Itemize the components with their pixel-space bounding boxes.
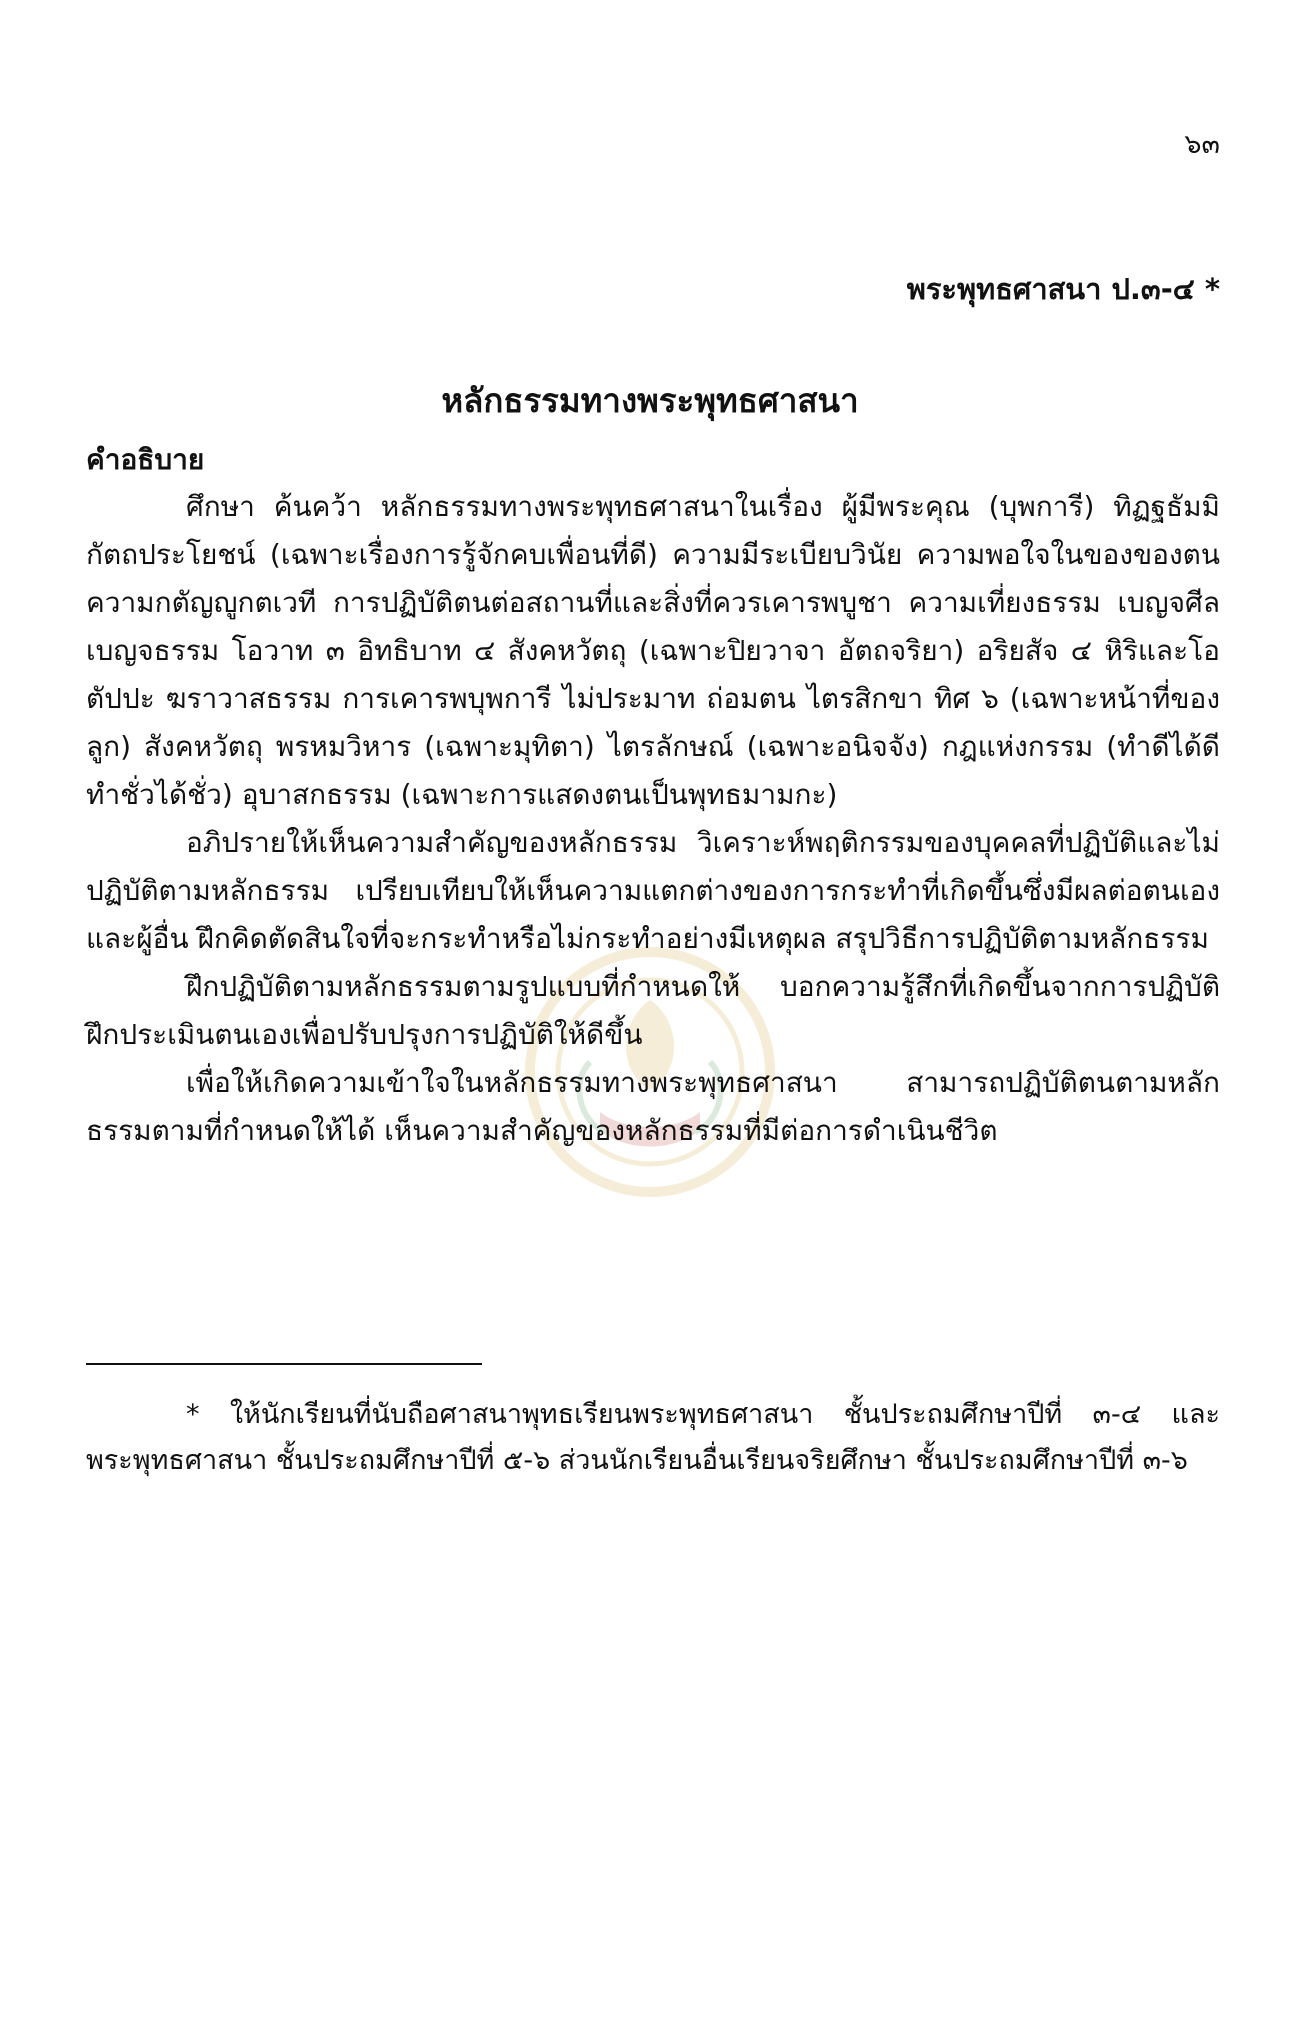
section-label: คำอธิบาย [86,443,205,476]
page-title: หลักธรรมทางพระพุทธศาสนา [441,381,859,420]
course-header: พระพุทธศาสนา ป.๓-๔ * [906,272,1220,306]
footnote-divider [86,1363,482,1365]
description-body [86,483,1220,1155]
page-number: ๖๓ [1184,129,1220,160]
paragraph: ฝึกปฏิบัติตามหลักธรรมตามรูปแบบที่กำหนดให้ บอกความรู้สึกที่เกิดขึ้นจากการปฏิบัติ ฝึกประเมินตนเองเพื่อปรับปรุงการปฏิบัติให้ดีขึ้น [86,970,1220,1051]
footnote: * ให้นักเรียนที่นับถือศาสนาพุทธเรียนพระพุทธศาสนา ชั้นประถมศึกษาปีที่ ๓-๔ และพระพุทธศาสนา ชั้นประถมศึกษาปีที่ ๕-๖ ส่วนนักเรียนอื่นเรียนจริยศึกษา ชั้นประถมศึกษาปีที่ ๓-๖ [86,1399,1220,1476]
paragraph: อภิปรายให้เห็นความสำคัญของหลักธรรม วิเคราะห์พฤติกรรมของบุคคลที่ปฏิบัติและไม่ปฏิบัติตามหลักธรรม เปรียบเทียบให้เห็นความแตกต่างของการกระทำที่เกิดขึ้นซึ่งมีผลต่อตนเองและผู้อื่น ฝึกคิดตัดสินใจที่จะกระทำหรือไม่กระทำอย่างมีเหตุผล สรุปวิธีการปฏิบัติตามหลักธรรม [86,826,1220,955]
paragraph: เพื่อให้เกิดความเข้าใจในหลักธรรมทางพระพุทธศาสนา สามารถปฏิบัติตนตามหลักธรรมตามที่กำหนดให้ได้ เห็นความสำคัญของหลักธรรมที่มีต่อการดำเนินชีวิต [86,1066,1220,1147]
paragraph: ศึกษา ค้นคว้า หลักธรรมทางพระพุทธศาสนาในเรื่อง ผู้มีพระคุณ (บุพการี) ทิฏฐธัมมิกัตถประโยชน์ (เฉพาะเรื่องการรู้จักคบเพื่อนที่ดี) ความมีระเบียบวินัย ความพอใจในของของตน ความกตัญญูกตเวที การปฏิบัติตนต่อสถานที่และสิ่งที่ควรเคารพบูชา ความเที่ยงธรรม เบญจศีล เบญจธรรม โอวาท ๓ อิทธิบาท ๔ สังคหวัตถุ (เฉพาะปิยวาจา อัตถจริยา) อริยสัจ ๔ หิริและโอตัปปะ ฆราวาสธรรม การเคารพบุพการี ไม่ประมาท ถ่อมตน ไตรสิกขา ทิศ ๖ (เฉพาะหน้าที่ของลูก) สังคหวัตถุ พรหมวิหาร (เฉพาะมุทิตา) ไตรลักษณ์ (เฉพาะอนิจจัง) กฎแห่งกรรม (ทำดีได้ดี ทำชั่วได้ชั่ว) อุบาสกธรรม (เฉพาะการแสดงตนเป็นพุทธมามกะ) [86,490,1220,811]
